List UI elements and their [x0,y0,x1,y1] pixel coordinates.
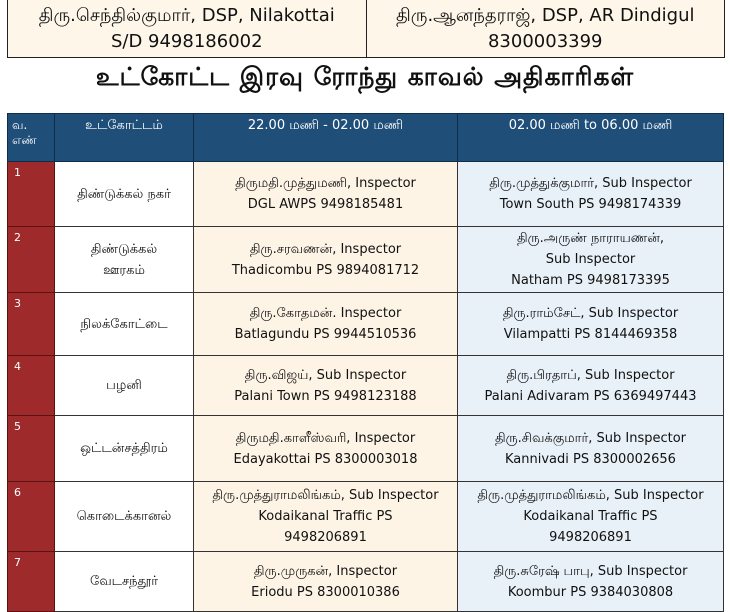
officer-line: 9498206891 [549,530,632,545]
officer-line: திரு.கோதமன். Inspector [249,306,402,321]
header-no: வ. எண் [8,114,55,162]
dsp-right [366,0,725,57]
officer-line: திருமதி.காளீஸ்வரி, Inspector [235,430,416,446]
shift1-officer [194,552,458,612]
shift1-officer [194,162,458,227]
officer-line: திரு.முத்துராமலிங்கம், Sub Inspector [477,488,704,503]
dsp-left-line1: திரு.செந்தில்குமார், DSP, Nilakottai [38,4,335,26]
row-number: 1 [8,162,55,227]
officer-line: திருமதி.முத்துமணி, Inspector [235,176,416,191]
officer-line: DGL AWPS 9498185481 [247,197,404,212]
officer-line: Town South PS 9498174339 [499,197,682,212]
row-number: 2 [8,227,55,293]
officer-line: Kannivadi PS 8300002656 [505,451,676,467]
table-row [8,416,724,482]
officer-line: Sub Inspector [545,252,636,267]
shift1-officer [194,482,458,552]
officer-line: திரு.ராம்சேட், Sub Inspector [502,306,679,321]
officer-line: Batlagundu PS 9944510536 [234,327,417,342]
row-number: 3 [8,293,55,356]
area-name: நிலக்கோட்டை [55,293,194,356]
header-shift1: 22.00 மணி - 02.00 மணி [194,114,458,162]
officer-line: திரு.பிரதாப், Sub Inspector [506,367,675,383]
area-name: வேடசந்தூர் [55,552,194,612]
area-name: பழனி [55,356,194,416]
row-number: 5 [8,416,55,482]
officer-line: திரு.சரவணன், Inspector [249,241,402,257]
patrol-table [7,113,724,612]
officer-line: திரு.அருண் நாராயணன், [516,231,665,246]
table-row [8,356,724,416]
officer-line: Kodaikanal Traffic PS [523,509,658,524]
officer-line: Kodaikanal Traffic PS [258,509,393,524]
officer-line: திரு.சுரேஷ் பாபு, Sub Inspector [493,563,688,579]
area-name: கொடைக்கானல் [55,482,194,552]
officer-line: Palani Town PS 9498123188 [234,388,417,404]
table-header-row [8,114,724,162]
dsp-left-line2: S/D 9498186002 [110,30,263,52]
shift1-officer [194,356,458,416]
officer-line: திரு.முத்துராமலிங்கம், Sub Inspector [212,488,439,503]
header-shift2: 02.00 மணி to 06.00 மணி [458,114,724,162]
shift2-officer [458,552,724,612]
officer-line: 9498206891 [284,530,367,545]
row-number: 4 [8,356,55,416]
officer-line: Vilampatti PS 8144469358 [503,327,678,342]
officer-line: Edayakottai PS 8300003018 [233,451,418,467]
header-area: உட்கோட்டம் [55,114,194,162]
shift2-officer [458,482,724,552]
dsp-right-line1: திரு.ஆனந்தராஜ், DSP, AR Dindigul [396,4,695,26]
officer-line: திரு.முருகன், Inspector [253,563,398,579]
shift2-officer [458,227,724,293]
shift2-officer [458,356,724,416]
officer-line: Palani Adivaram PS 6369497443 [484,388,697,404]
page-title: உட்கோட்ட இரவு ரோந்து காவல் அதிகாரிகள் [95,62,635,91]
row-number: 6 [8,482,55,552]
dsp-right-line2: 8300003399 [487,30,603,52]
area-name: திண்டுக்கல் நகர் [55,162,194,227]
officer-line: Eriodu PS 8300010386 [251,584,400,600]
table-row [8,482,724,552]
shift2-officer [458,293,724,356]
table-row [8,552,724,612]
shift1-officer [194,227,458,293]
table-row [8,293,724,356]
officer-line: திரு.விஜய், Sub Inspector [244,367,407,383]
officer-line: திரு.முத்துக்குமார், Sub Inspector [489,176,692,191]
officer-line: Natham PS 9498173395 [511,273,670,288]
officer-line: Koombur PS 9384030808 [507,584,674,600]
table-row [8,162,724,227]
shift1-officer [194,293,458,356]
area-name: திண்டுக்கல் ஊரகம் [55,227,194,293]
dsp-header [7,0,725,58]
row-number: 7 [8,552,55,612]
dsp-left [8,0,366,57]
shift2-officer [458,162,724,227]
table-row [8,227,724,293]
officer-line: திரு.சிவக்குமார், Sub Inspector [494,430,687,446]
shift1-officer [194,416,458,482]
shift2-officer [458,416,724,482]
area-name: ஒட்டன்சத்திரம் [55,416,194,482]
officer-line: Thadicombu PS 9894081712 [231,262,420,278]
